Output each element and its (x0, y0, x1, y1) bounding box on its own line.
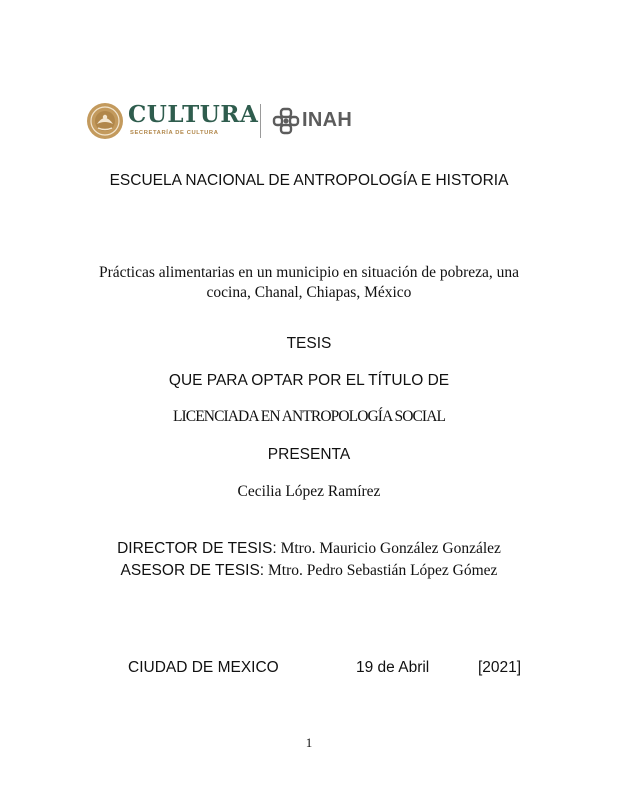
footer-date: 19 de Abril (356, 659, 430, 676)
footer-city: CIUDAD DE MEXICO (128, 659, 279, 676)
inah-emblem-icon (272, 107, 300, 135)
thesis-title-line-1: Prácticas alimentarias en un municipio en situación de pobreza, una (98, 264, 520, 281)
presenta-label: PRESENTA (267, 446, 351, 463)
footer-year: [2021] (478, 659, 522, 676)
cultura-logo-subtitle: SECRETARÍA DE CULTURA (130, 130, 219, 136)
logo-divider (260, 104, 261, 138)
document-type: TESIS (286, 335, 332, 352)
page-number: 1 (305, 735, 313, 750)
inah-logo-text: INAH (302, 109, 353, 131)
director-label: DIRECTOR DE TESIS: (117, 540, 277, 557)
thesis-title-line-2: cocina, Chanal, Chiapas, México (206, 284, 412, 301)
thesis-director (0, 539, 618, 559)
author-name: Cecilia López Ramírez (237, 483, 381, 500)
national-seal-icon (86, 102, 124, 140)
cultura-logo-text: CULTURA (128, 101, 259, 128)
advisor-label: ASESOR DE TESIS: (120, 562, 265, 579)
degree-intro: QUE PARA OPTAR POR EL TÍTULO DE (168, 372, 450, 389)
director-name: Mtro. Mauricio González González (280, 540, 501, 557)
school-name: ESCUELA NACIONAL DE ANTROPOLOGÍA E HISTORIA (109, 172, 509, 189)
thesis-advisor (0, 561, 618, 581)
logo-bar (86, 100, 366, 144)
advisor-name: Mtro. Pedro Sebastián López Gómez (268, 562, 498, 579)
thesis-title (0, 263, 618, 303)
degree-title: LICENCIADA EN ANTROPOLOGÍA SOCIAL (172, 408, 446, 425)
